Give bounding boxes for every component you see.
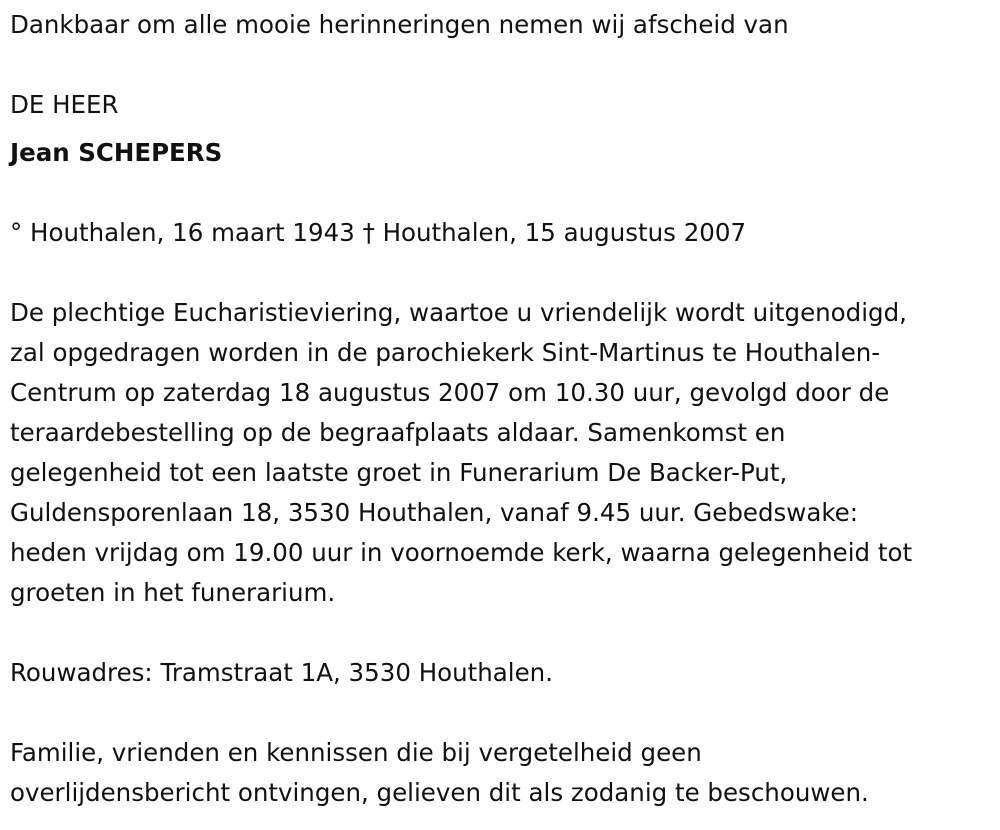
intro-text: Dankbaar om alle mooie herinneringen nemen wij afscheid van [10,10,789,39]
mourning-address: Rouwadres: Tramstraat 1A, 3530 Houthalen. [10,658,553,687]
ceremony-line: zal opgedragen worden in de parochiekerk Sint-Martinus te Houthalen- [10,338,881,367]
ceremony-line: Guldensporenlaan 18, 3530 Houthalen, vanaf 9.45 uur. Gebedswake: [10,498,858,527]
closing-line: Familie, vrienden en kennissen die bij vergetelheid geen [10,738,702,767]
closing-paragraph [10,733,995,813]
closing-line: overlijdensbericht ontvingen, gelieven dit als zodanig te beschouwen. [10,778,869,807]
ceremony-paragraph [10,293,995,613]
honorific: DE HEER [10,90,119,119]
ceremony-line: Centrum op zaterdag 18 augustus 2007 om 10.30 uur, gevolgd door de [10,378,890,407]
ceremony-line: De plechtige Eucharistieviering, waartoe u vriendelijk wordt uitgenodigd, [10,298,907,327]
ceremony-line: gelegenheid tot een laatste groet in Funerarium De Backer-Put, [10,458,788,487]
ceremony-line: groeten in het funerarium. [10,578,336,607]
deceased-name: Jean SCHEPERS [10,138,223,167]
ceremony-line: teraardebestelling op de begraafplaats aldaar. Samenkomst en [10,418,786,447]
birth-death-dates: ° Houthalen, 16 maart 1943 † Houthalen, 15 augustus 2007 [10,218,747,247]
ceremony-line: heden vrijdag om 19.00 uur in voornoemde kerk, waarna gelegenheid tot [10,538,913,567]
